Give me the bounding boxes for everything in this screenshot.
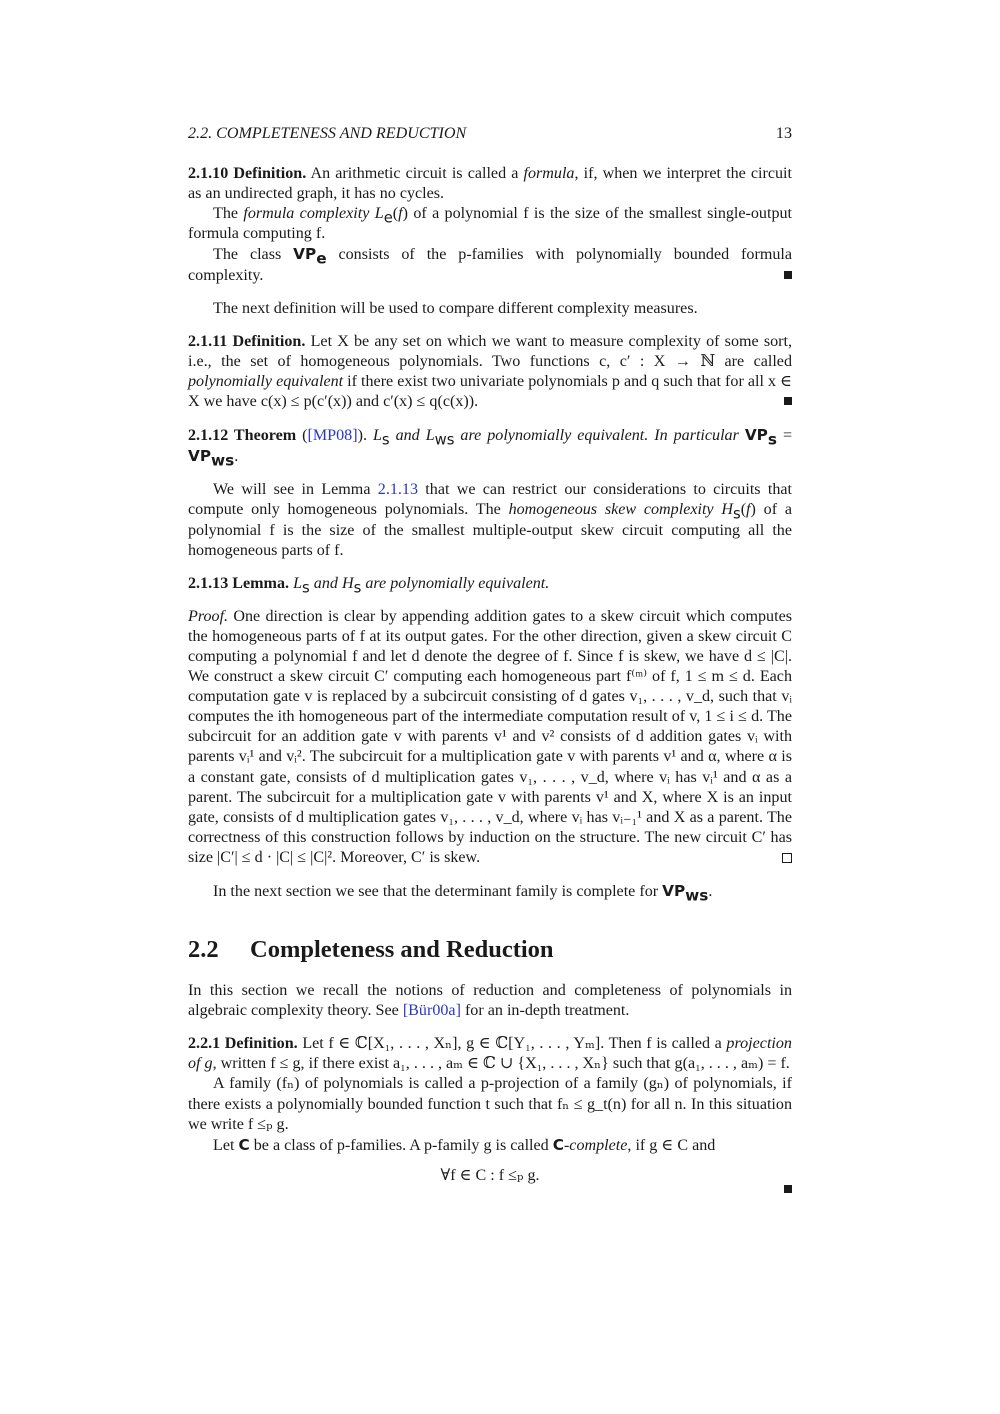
end-of-definition-mark (759, 266, 792, 286)
proof: Proof. One direction is clear by appending addition gates to a skew circuit which computes the homogeneous parts of f at its output gates. For the other direction, given a skew circuit C computing a polynomial f and let d denote the degree of f. Since f is skew, we have d ≤ |C|. We construct a skew circuit C′ computing each homogeneous part f⁽ᵐ⁾ of f, 1 ≤ m ≤ d. Each computation gate v is replaced by a subcircuit consisting of d gates v₁, . . . , v_d, such that vᵢ computes the ith homogeneous part of the intermediate computation result of v, 1 ≤ i ≤ d. The subcircuit for an addition gate v with parents v¹ and v² consists of d addition gates vᵢ with parents vᵢ¹ and vᵢ². The subcircuit for a multiplication gate v with parents v¹ and α, where α is a constant gate, consists of d multiplication gates v₁, . . . , v_d, where vᵢ has vᵢ¹ and α as a parent. The subcircuit for a multiplication gate v with parents v¹ and X, where X is an input gate, consists of d multiplication gates v₁, . . . , v_d, where vᵢ has vᵢ₋₁¹ and X as a parent. The correctness of this construction follows by induction on the structure. The new circuit C′ has size |C′| ≤ d · |C| ≤ |C|². Moreover, C′ is skew. (188, 607, 792, 868)
page (188, 124, 792, 1186)
lemma-reference-link[interactable]: 2.1.13 (377, 481, 418, 499)
completeness-paragraph: Let C be a class of p-families. A p-family g is called C-complete, if g ∈ C and (213, 1135, 716, 1154)
display-formula: ∀f ∈ C : f ≤ₚ g. (188, 1166, 792, 1186)
transition-paragraph-2: In the next section we see that the determinant family is complete for $VP_{ws}$. (213, 882, 713, 905)
page-number: 13 (775, 125, 792, 142)
definition-2-1-10: 2.1.10 Definition. An arithmetic circuit is called a formula, if, when we interpret the circuit as an undirected graph, it has no cycles. (188, 165, 792, 203)
lemma-2-1-13: 2.1.13 Lemma. $L_s$ and $H_s$ are polynomially equivalent. (188, 574, 550, 597)
end-of-definition-mark (784, 1180, 792, 1200)
citation-link[interactable]: [MP08] (307, 427, 358, 445)
running-header (188, 124, 792, 144)
theorem-2-1-12: 2.1.12 Theorem ([MP08]). $L_s$ and $L_{ws}$ are polynomially equivalent. In particular $VP_s = VP_{ws}$. (188, 426, 793, 470)
running-title: 2.2. COMPLETENESS AND REDUCTION (188, 125, 467, 142)
homogeneous-skew-paragraph: We will see in Lemma 2.1.13 that we can restrict our considerations to circuits that compute only homogeneous polynomials. The homogeneous skew complexity $H_s(f)$ of a polynomial f is the size of the smallest multiple-output skew circuit computing all the homogeneous parts of f. (188, 481, 792, 559)
definition-2-1-11: 2.1.11 Definition. Let X be any set on which we want to measure complexity of some sort, i.e., the set of homogeneous polynomials. Two functions c, c′ : X → ℕ are called polynomially equivalent if there exist two univariate polynomials p and q such that for all x ∈ X we have c(x) ≤ p(c′(x)) and c′(x) ≤ q(c(x)). (188, 332, 792, 412)
definition-2-2-1: 2.2.1 Definition. Let f ∈ ℂ[X₁, . . . , Xₙ], g ∈ ℂ[Y₁, . . . , Yₘ]. Then f is called a projection of g, written f ≤ g, if there exist a₁, . . . , aₘ ∈ ℂ ∪ {X₁, . . . , Xₙ} such that g(a₁, . . . , aₘ) = f. (188, 1035, 792, 1073)
end-of-definition-mark (784, 392, 792, 412)
formula-complexity-paragraph: The formula complexity $L_e(f)$ of a polynomial f is the size of the smallest single-output formula computing f. (188, 205, 793, 243)
citation-link[interactable]: [Bür00a] (402, 1002, 461, 1020)
p-projection-paragraph: A family (fₙ) of polynomials is called a p-projection of a family (gₙ) of polynomials, if there exists a polynomially bounded function t such that fₙ ≤ g_t(n) for all n. In this situation we write f ≤ₚ g. (188, 1075, 792, 1133)
end-of-proof-mark (782, 848, 792, 868)
section-intro: In this section we recall the notions of reduction and completeness of polynomials in algebraic complexity theory. See [Bür00a] for an in-depth treatment. (188, 982, 792, 1020)
vpe-class-paragraph: The class $VP_e$ consists of the p-families with polynomially bounded formula complexity. (188, 244, 792, 285)
transition-paragraph: The next definition will be used to compare different complexity measures. (213, 299, 698, 317)
section-heading: 2.2 Completeness and Reduction (188, 936, 554, 964)
